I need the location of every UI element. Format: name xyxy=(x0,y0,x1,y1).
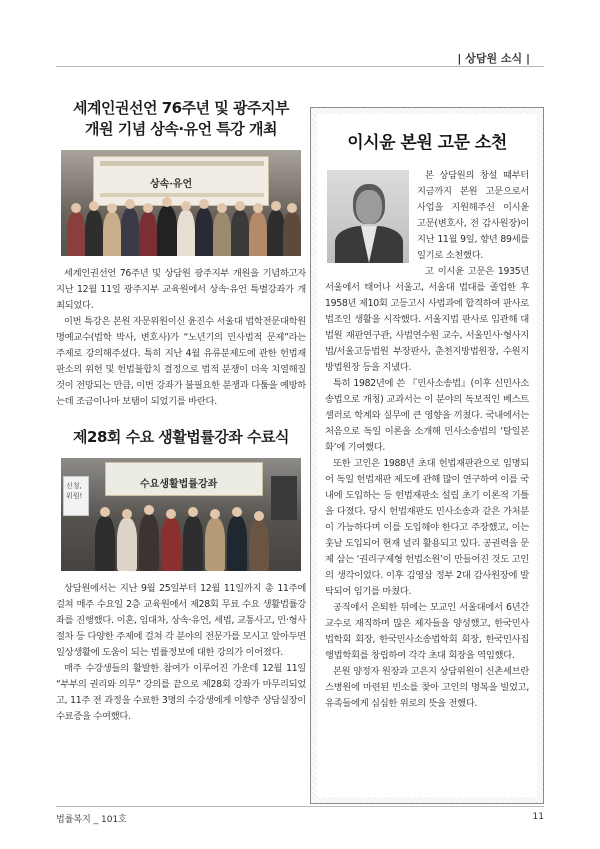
obituary-title: 이시윤 본원 고문 소천 xyxy=(347,133,507,153)
portrait-photo xyxy=(327,170,409,263)
side-sign-text: 신청, 위원! xyxy=(66,482,83,500)
footer-divider xyxy=(56,806,544,807)
article1-headline-line1: 세계인권선언 76주년 및 광주지부 xyxy=(73,99,289,117)
article1-paragraph: 세계인권선언 76주년 및 상담원 광주지부 개원을 기념하고자 지난 12월 11일 광주지부 교육원에서 상속·유언 특별강좌가 개최되었다. xyxy=(56,268,306,311)
lecture-banner-title: 상속·유언 xyxy=(150,179,193,190)
left-column xyxy=(56,98,306,725)
article1-photo xyxy=(61,150,301,256)
obituary-paragraph: 고 이시윤 고문은 1935년 서울에서 태어나 서울고, 서울대 법대를 졸업한 후 1958년 제10회 고등고시 사법과에 합격하여 판사로 법조인 생활을 시작했다. 서울지법 판사로 임관해 대법원 재판연구관, 사법연수원 교수, 서울민사·형사지법/서울고등법원 부장판사, 춘천지방법원장, 수원지방법원장 등을 지냈다. xyxy=(325,266,529,373)
obituary-box xyxy=(310,107,544,804)
course-banner xyxy=(105,462,263,496)
obituary-paragraph: 공직에서 은퇴한 뒤에는 모교인 서울대에서 6년간 교수로 재직하며 많은 제자들을 양성했고, 한국민사법학회 회장, 한국민사소송법학회 회장, 한국민사집행법학회를 창립하여 각각 초대 회장을 역임했다. xyxy=(325,602,529,661)
obituary-paragraph: 또한 고인은 1988년 초대 헌법재판관으로 임명되어 독일 헌법재판 제도에 관해 많이 연구하여 이를 국내에 도입하는 등 헌법재판소 설립 초기 이론적 기틀을 다졌다. 당시 헌법재판도 민사소송과 같은 가처분이 가능하다며 이를 도입해야 한다고 주장했고, 이는 훗날 도입되어 현재 널리 활용되고 있다. 공권력을 문제 삼는 ‘권리구제형 헌법소원’이 만들어진 것도 고인의 생각이었다. 이후 김영삼 정부 2대 감사원장에 발탁되어 임기를 마쳤다. xyxy=(325,458,529,597)
page-number: 11 xyxy=(532,812,544,822)
article1-body xyxy=(56,266,306,410)
obituary-paragraph: 본 상담원의 창설 때부터 지금까지 본원 고문으로서 사업을 지원해주신 이시윤 고문(변호사, 전 감사원장)이 지난 11월 9일, 향년 89세를 일기로 소천했다. xyxy=(417,170,529,261)
obituary-paragraph: 본원 양정자 원장과 고은지 상담위원이 신촌세브란스병원에 마련된 빈소를 찾아 고인의 명복을 빌었고, 유족들에게 심심한 위로의 뜻을 전했다. xyxy=(325,666,529,709)
article2-photo xyxy=(61,458,301,571)
publication-name: 법률복지 _ 101호 xyxy=(56,815,127,825)
top-divider xyxy=(56,66,544,67)
article1-headline-line2: 개원 기념 상속·유언 특강 개최 xyxy=(85,120,277,138)
article2-paragraph: 매주 수강생들의 활발한 참여가 이루어진 가운데 12월 11일 “부부의 권리와 의무” 강의를 끝으로 제28회 강좌가 마무리되었고, 11주 전 과정을 수료한 3명의 수강생에게 이향주 상담실장이 수료증을 수여했다. xyxy=(56,663,306,722)
article1-headline xyxy=(56,98,306,140)
lecture-banner xyxy=(93,156,269,206)
article2-headline: 제28회 수요 생활법률강좌 수료식 xyxy=(73,428,289,446)
obituary-paragraph: 특히 1982년에 쓴 『민사소송법』(이후 신민사소송법으로 개칭) 교과서는 이 분야의 독보적인 베스트셀러로 학계와 실무에 큰 영향을 끼쳤다. 국내에서는 처음으로 독일 이론을 소개해 민사소송법의 ‘탈일본화’에 기여했다. xyxy=(325,378,529,453)
course-banner-title: 수요생활법률강좌 xyxy=(140,479,218,490)
article2-body xyxy=(56,581,306,725)
obituary-body xyxy=(325,168,529,712)
obituary-box-inner xyxy=(317,114,537,797)
article2-paragraph: 상담원에서는 지난 9월 25일부터 12월 11일까지 총 11주에 걸쳐 매주 수요일 2층 교육원에서 제28회 무료 수요 생활법률강좌를 진행했다. 이혼, 임대차, 상속·유언, 세법, 교통사고, 민·형사절차 등 다양한 주제에 걸쳐 각 분야의 전문가를 모시고 알아두면 일상생활에 도움이 되는 법률정보에 대한 강의가 이어졌다. xyxy=(56,583,306,658)
article1-paragraph: 이번 특강은 본원 자문위원이신 윤진수 서울대 법학전문대학원 명예교수(법학 박사, 변호사)가 “노년기의 민사법적 문제”라는 주제로 강의해주셨다. 특히 지난 4월 유류분제도에 관한 헌법재판소의 위헌 및 헌법불합치 결정으로 법적 분쟁이 더욱 치열해질 것이 전망되는 만큼, 이번 강좌가 불필요한 분쟁과 다툼을 예방하는데 조금이나마 보탬이 되었기를 바란다. xyxy=(56,316,306,407)
section-tag: | 상담원 소식 | xyxy=(457,52,530,65)
side-sign xyxy=(63,476,89,516)
